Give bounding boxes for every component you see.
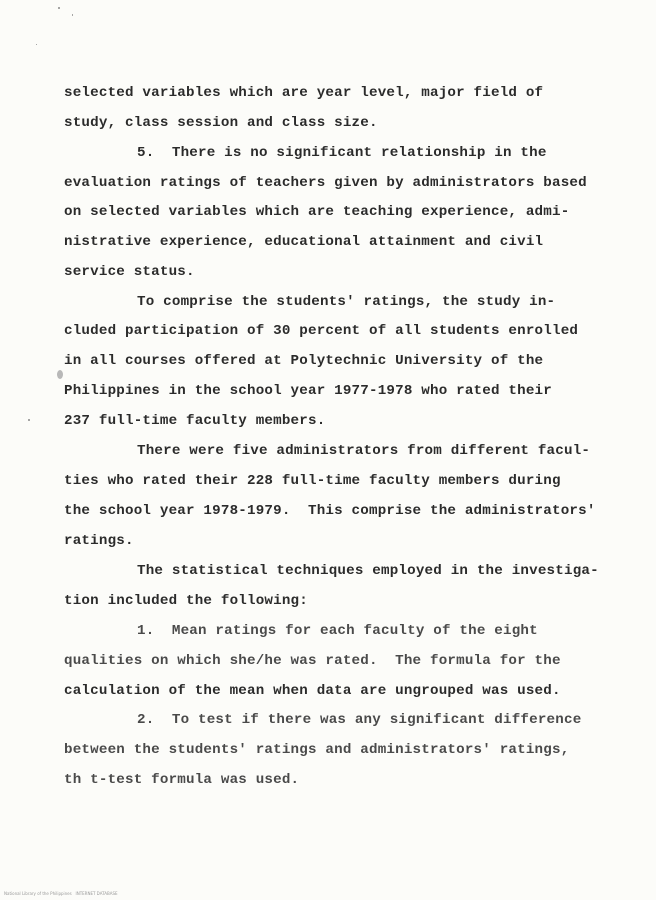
text-line: between the students' ratings and administrators' ratings, bbox=[64, 742, 570, 758]
scan-speck bbox=[57, 370, 63, 379]
text-line: Philippines in the school year 1977-1978 who rated their bbox=[64, 383, 552, 399]
text-line: 5. There is no significant relationship in the bbox=[137, 145, 547, 161]
text-line: calculation of the mean when data are ungrouped was used. bbox=[64, 683, 561, 699]
text-line: 2. To test if there was any significant difference bbox=[137, 712, 582, 728]
scan-speck bbox=[58, 7, 60, 9]
text-line: cluded participation of 30 percent of all students enrolled bbox=[64, 323, 579, 339]
text-line: 1. Mean ratings for each faculty of the eight bbox=[137, 623, 538, 639]
text-line: selected variables which are year level, major field of bbox=[64, 85, 544, 101]
text-line: in all courses offered at Polytechnic University of the bbox=[64, 353, 544, 369]
text-line: nistrative experience, educational attainment and civil bbox=[64, 234, 544, 250]
text-line: on selected variables which are teaching experience, admi- bbox=[64, 204, 570, 220]
text-line: the school year 1978-1979. This comprise the administrators' bbox=[64, 503, 596, 519]
text-line: study, class session and class size. bbox=[64, 115, 378, 131]
text-line: To comprise the students' ratings, the study in- bbox=[137, 294, 556, 310]
scan-speck bbox=[28, 419, 30, 421]
archive-footer: National Library of the Philippines INTERNET DATABASE bbox=[4, 891, 118, 896]
text-line: th t-test formula was used. bbox=[64, 772, 300, 788]
text-line: ratings. bbox=[64, 533, 134, 549]
text-line: qualities on which she/he was rated. The formula for the bbox=[64, 653, 561, 669]
text-line: tion included the following: bbox=[64, 593, 308, 609]
text-line: The statistical techniques employed in the investiga- bbox=[137, 563, 599, 579]
text-line: ties who rated their 228 full-time faculty members during bbox=[64, 473, 561, 489]
text-line: 237 full-time faculty members. bbox=[64, 413, 326, 429]
text-line: evaluation ratings of teachers given by administrators based bbox=[64, 175, 587, 191]
scan-speck bbox=[36, 44, 37, 45]
text-line: There were five administrators from different facul- bbox=[137, 443, 591, 459]
scan-speck bbox=[72, 14, 73, 16]
text-line: service status. bbox=[64, 264, 195, 280]
